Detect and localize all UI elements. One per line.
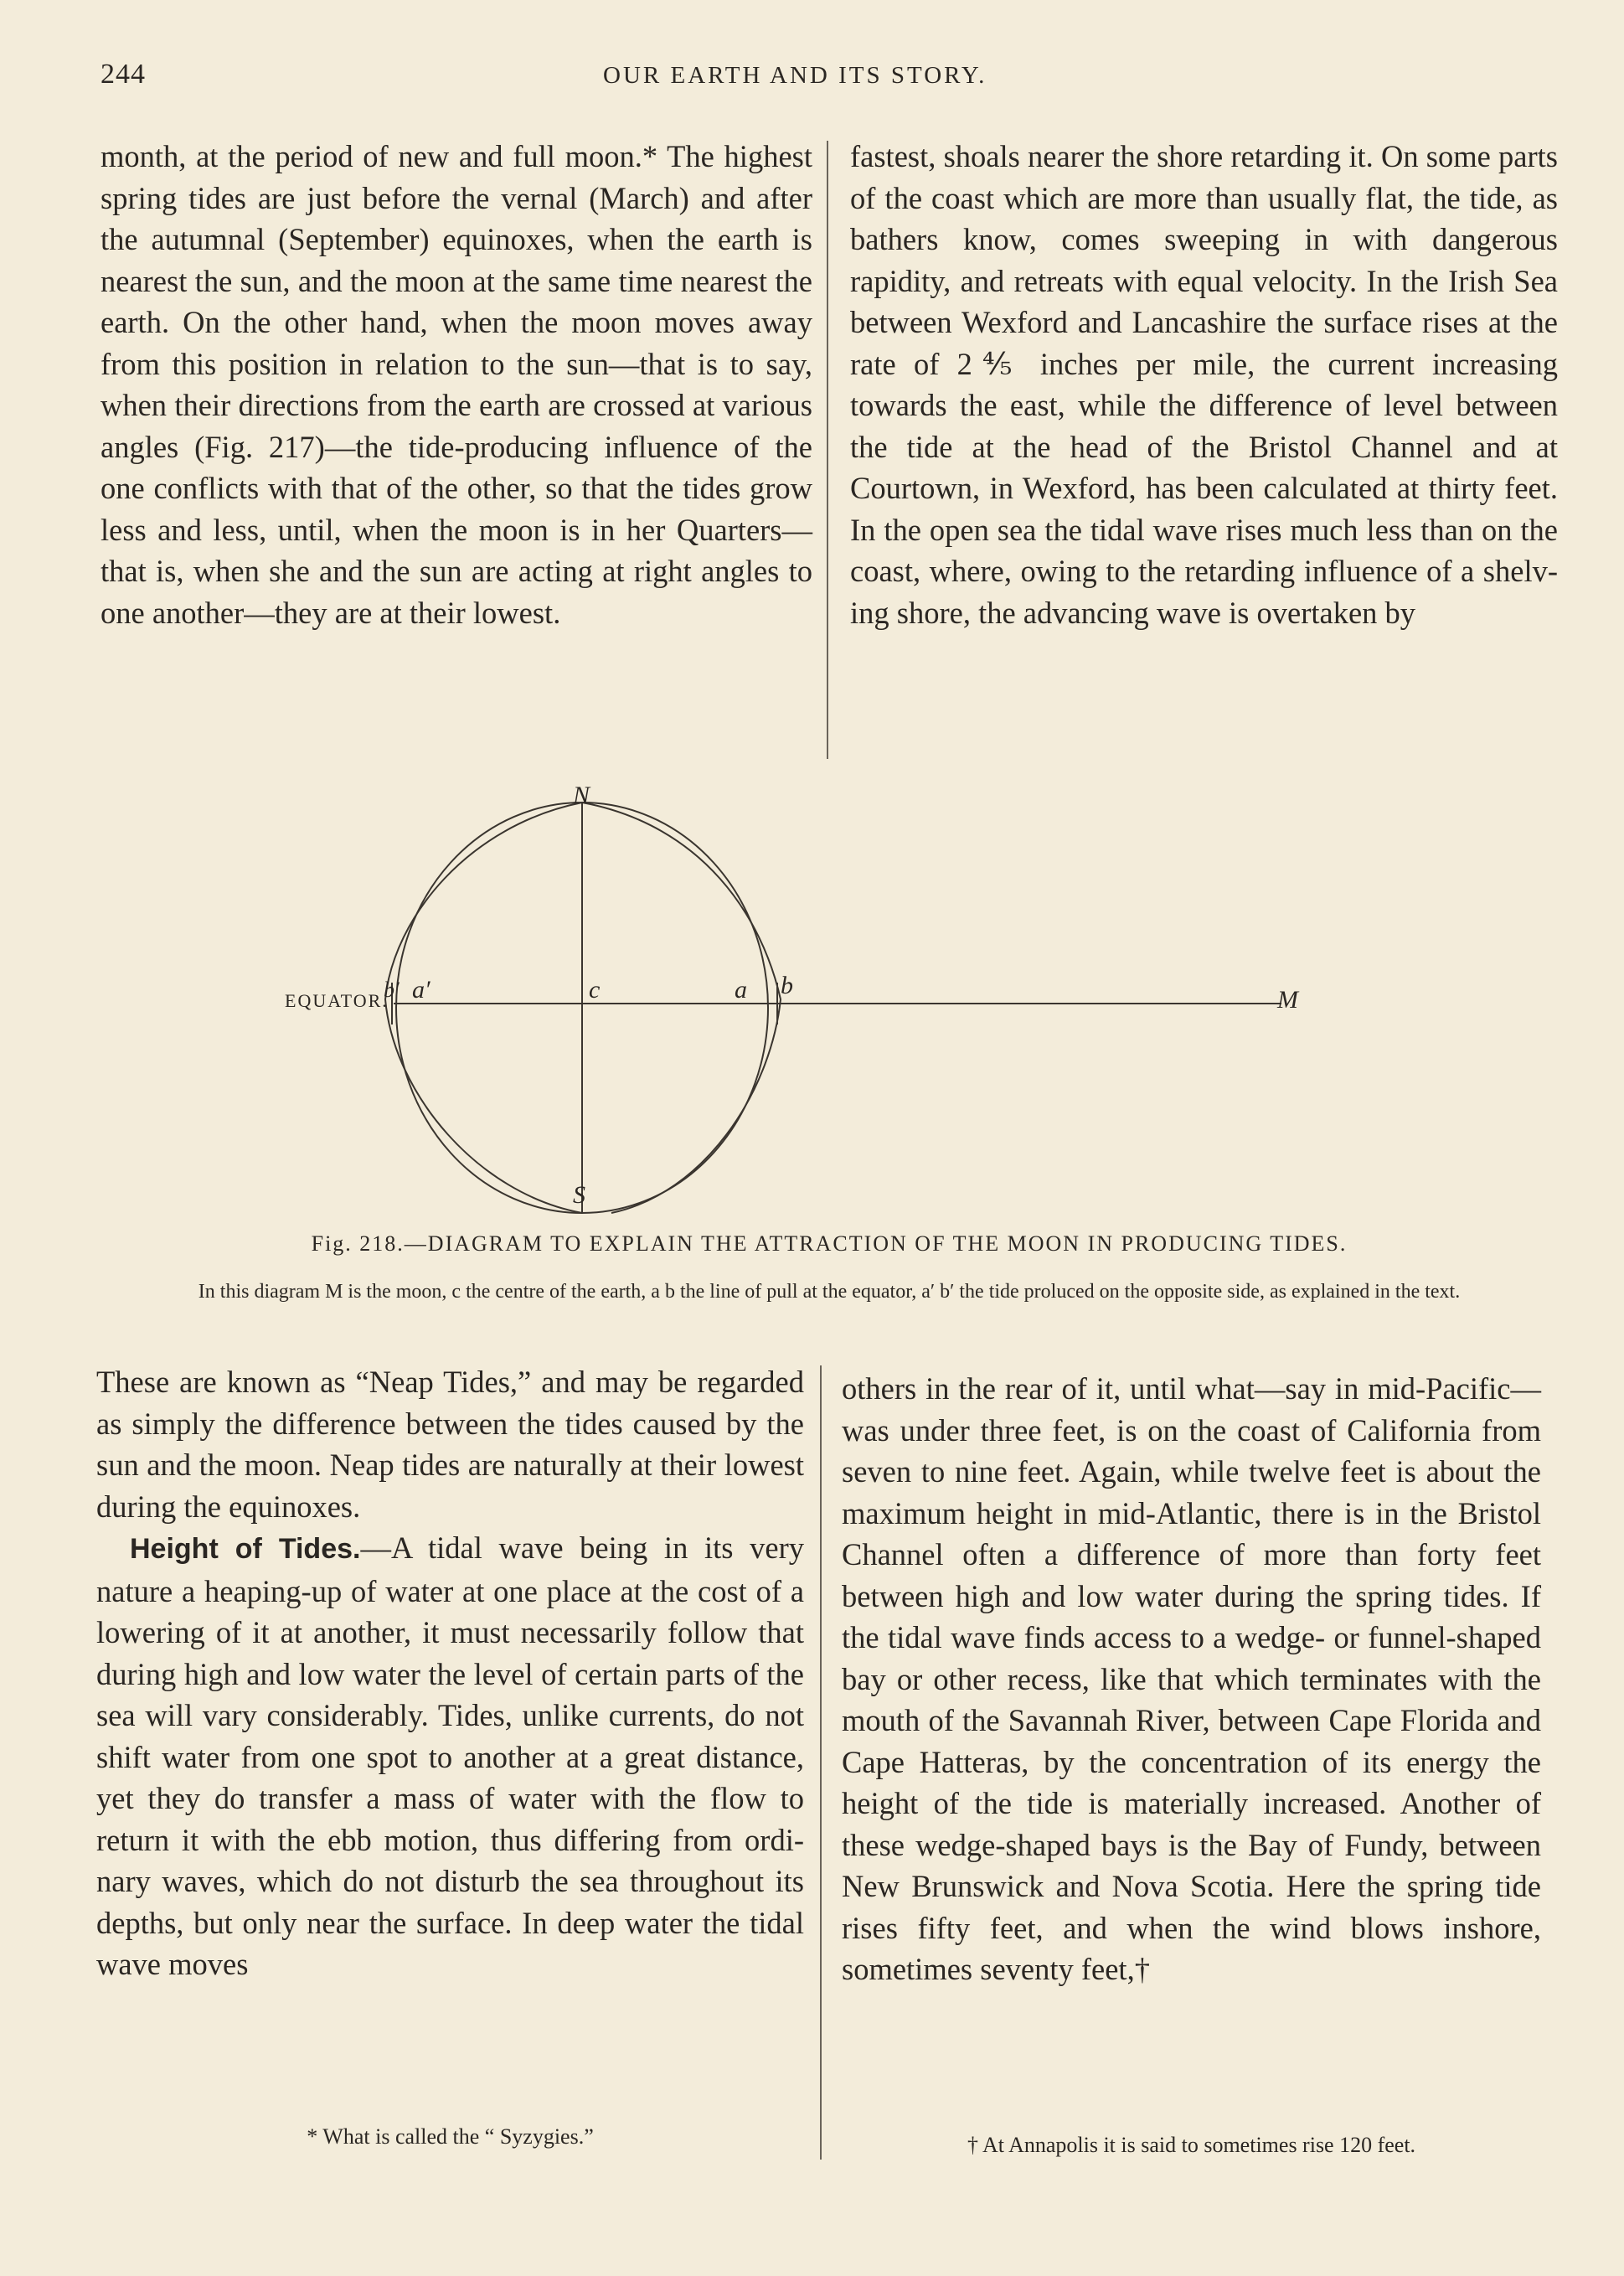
top-left-paragraph: month, at the period of new and full moon.* The highest spring tides are just before the vernal (March) and after the autumnal (September) equinoxes, when the earth is nearest the sun, and the moon at the same time nearest the earth. On the other hand, when the moon moves away from this position in relation to the sun—that is to say, when their directions from the earth are crossed at various angles (Fig. 217)—the tide-producing influence of the one conflicts with that of the other, so that the tides grow less and less, until, when the moon is in her Quarters—that is, when she and the sun are acting at right angles to one another—they are at their lowest. [101,139,812,630]
bottom-left-column [96,1361,804,1985]
neap-tides-paragraph: These are known as “Neap Tides,” and may be regarded as simply the difference between the tides caused by the sun and the moon. Neap tides are naturally at their lowest during the equinoxes. [96,1365,804,1524]
label-north: N [573,782,590,809]
tide-diagram [268,800,1340,1219]
column-divider-top [827,141,828,759]
footnote-syzygies: * What is called the “ Syzygies.” [307,2124,594,2149]
label-centre: c [589,976,601,1004]
section-heading: Height of Tides. [130,1533,361,1565]
label-b-prime: b′ [384,978,400,1002]
figure-caption-title: Fig. 218.—DIAGRAM TO EXPLAIN THE ATTRACTION OF THE MOON IN PRODUCING TIDES. [311,1231,1348,1256]
footnote-annapolis: † At Annapolis it is said to sometimes rise 120 feet. [967,2133,1416,2157]
label-b: b [781,972,793,999]
page-header [101,59,1558,101]
top-right-paragraph: fastest, shoals nearer the shore retarding it. On some parts of the coast which are more than usually flat, the tide, as bathers know, comes sweeping in with dangerous rapidity, and retreats with equal velocity. In the Irish Sea between Wexford and Lancashire the surface rises at the rate of 2⅘ inches per mile, the current increasing towards the east, while the difference of level between the tide at the head of the Bristol Channel and at Courtown, in Wexford, has been calculated at thirty feet. In the open sea the tidal wave rises much less than on the coast, where, owing to the retarding influence of a shelving shore, the advancing wave is overtaken by [850,139,1558,630]
column-divider-bottom [820,1365,822,2160]
label-moon: M [1277,986,1298,1014]
top-left-column [101,136,812,633]
label-south: S [573,1181,585,1209]
running-title: OUR EARTH AND ITS STORY. [603,62,987,89]
figure-caption-body: In this diagram M is the moon, c the centre of the earth, a b the line of pull at the equator, a′ b′ the tide pro​luced on the opposite side, as explained in the text. [198,1281,1461,1303]
height-of-tides-text: —A tidal wave being in its very nature a heaping-up of water at one place at the cost of a lowering of it at another, it must necessarily follow that during high and low water the level of certain parts of the sea will vary considerably. Tides, unlike currents, do not shift water from one spot to another at a great distance, yet they do transfer a mass of water with the flow to return it with the ebb motion, thus differing from ordinary waves, which do not disturb the sea throughout its depths, but only near the surface. In deep water the tidal wave moves [96,1530,804,1981]
tide-bulge-outline-far [385,803,582,1213]
top-right-column [850,136,1558,633]
bottom-right-column [842,1368,1541,1990]
tide-diagram-figure [268,782,1340,1219]
label-a-prime: a′ [412,976,430,1004]
tide-bulge-outline [582,803,781,1213]
label-a: a [735,976,747,1004]
equator-label: EQUATOR. [285,990,389,1011]
bottom-right-paragraph: others in the rear of it, until what—say in mid-Pacific—was under three feet, is on the coast of California from seven to nine feet. Again, while twelve feet is about the maximum height in mid-Atlantic, there is in the Bristol Channel often a difference of more than forty feet between high and low water during the spring tides. If the tidal wave finds access to a wedge- or funnel-shaped bay or other recess, like that which terminates with the mouth of the Savannah River, between Cape Florida and Cape Hatteras, by the concentration of its energy the height of the tide is materially increased. Another of these wedge-shaped bays is the Bay of Fundy, between New Brunswick and Nova Scotia. Here the spring tide rises fifty feet, and when the wind blows inshore, sometimes seventy feet,† [842,1371,1541,1986]
page-number: 244 [101,59,146,90]
height-of-tides-paragraph [96,1527,804,1985]
